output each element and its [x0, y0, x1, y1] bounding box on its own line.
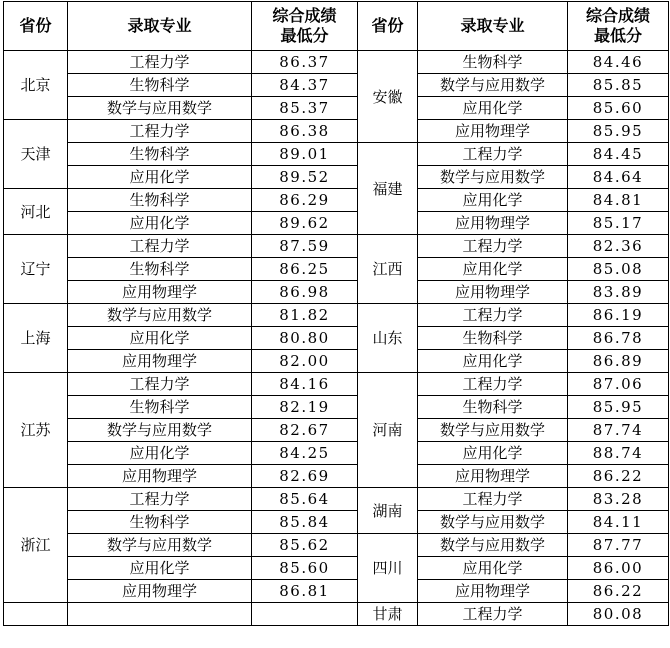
table-row	[4, 580, 669, 603]
score-cell-right: 82.36	[568, 235, 669, 258]
major-cell-left: 数学与应用数学	[68, 419, 252, 442]
score-cell-left: 84.25	[252, 442, 358, 465]
major-cell-right: 工程力学	[418, 603, 568, 626]
major-cell-left: 应用化学	[68, 166, 252, 189]
province-cell-right: 江西	[358, 235, 418, 304]
score-cell-right: 85.95	[568, 120, 669, 143]
table-row	[4, 51, 669, 74]
score-cell-left: 85.62	[252, 534, 358, 557]
major-cell-right: 应用化学	[418, 258, 568, 281]
table-row	[4, 74, 669, 97]
score-cell-left: 82.67	[252, 419, 358, 442]
score-cell-right: 84.46	[568, 51, 669, 74]
major-cell-right: 数学与应用数学	[418, 534, 568, 557]
score-cell-right: 86.22	[568, 580, 669, 603]
score-cell-right: 86.00	[568, 557, 669, 580]
table-row	[4, 120, 669, 143]
score-cell-right: 83.89	[568, 281, 669, 304]
major-cell-left: 工程力学	[68, 488, 252, 511]
header-score-left	[252, 2, 358, 51]
header-province-right: 省份	[358, 2, 418, 51]
province-cell-right: 安徽	[358, 51, 418, 143]
score-cell-left: 89.62	[252, 212, 358, 235]
major-cell-right: 工程力学	[418, 373, 568, 396]
score-cell-right: 86.89	[568, 350, 669, 373]
major-cell-left: 应用化学	[68, 327, 252, 350]
score-cell-left: 86.38	[252, 120, 358, 143]
major-cell-left: 数学与应用数学	[68, 97, 252, 120]
table-row	[4, 258, 669, 281]
major-cell-right: 应用化学	[418, 97, 568, 120]
province-cell-right: 四川	[358, 534, 418, 603]
province-cell-left	[4, 603, 68, 626]
score-cell-left: 85.60	[252, 557, 358, 580]
score-cell-right: 87.74	[568, 419, 669, 442]
table-row	[4, 488, 669, 511]
score-cell-right: 87.06	[568, 373, 669, 396]
major-cell-left: 应用化学	[68, 442, 252, 465]
table-row	[4, 212, 669, 235]
major-cell-left: 应用物理学	[68, 281, 252, 304]
score-cell-left: 87.59	[252, 235, 358, 258]
major-cell-right: 应用物理学	[418, 465, 568, 488]
province-cell-right: 山东	[358, 304, 418, 373]
province-cell-left: 辽宁	[4, 235, 68, 304]
major-cell-left: 生物科学	[68, 143, 252, 166]
score-cell-right: 85.08	[568, 258, 669, 281]
table-row	[4, 143, 669, 166]
major-cell-left: 工程力学	[68, 235, 252, 258]
major-cell-left: 应用物理学	[68, 350, 252, 373]
score-cell-left: 89.01	[252, 143, 358, 166]
major-cell-left: 生物科学	[68, 396, 252, 419]
major-cell-right: 数学与应用数学	[418, 74, 568, 97]
major-cell-right: 应用物理学	[418, 212, 568, 235]
table-row	[4, 327, 669, 350]
table-row	[4, 442, 669, 465]
score-cell-left: 84.37	[252, 74, 358, 97]
province-cell-left: 天津	[4, 120, 68, 189]
score-cell-right: 85.17	[568, 212, 669, 235]
table-row	[4, 603, 669, 626]
score-cell-left	[252, 603, 358, 626]
province-cell-left: 浙江	[4, 488, 68, 603]
major-cell-right: 应用化学	[418, 442, 568, 465]
province-cell-left: 河北	[4, 189, 68, 235]
major-cell-left: 应用化学	[68, 557, 252, 580]
province-cell-right: 甘肃	[358, 603, 418, 626]
header-major-right: 录取专业	[418, 2, 568, 51]
province-cell-left: 江苏	[4, 373, 68, 488]
major-cell-left: 生物科学	[68, 74, 252, 97]
score-cell-right: 86.78	[568, 327, 669, 350]
major-cell-left: 应用物理学	[68, 465, 252, 488]
major-cell-left: 工程力学	[68, 373, 252, 396]
major-cell-right: 应用化学	[418, 189, 568, 212]
score-cell-right: 84.81	[568, 189, 669, 212]
major-cell-right: 数学与应用数学	[418, 419, 568, 442]
major-cell-left: 生物科学	[68, 511, 252, 534]
table-row	[4, 419, 669, 442]
score-cell-left: 82.69	[252, 465, 358, 488]
score-cell-right: 85.60	[568, 97, 669, 120]
score-cell-left: 82.00	[252, 350, 358, 373]
table-row	[4, 166, 669, 189]
major-cell-left: 数学与应用数学	[68, 534, 252, 557]
header-score-right	[568, 2, 669, 51]
table-row	[4, 97, 669, 120]
score-cell-right: 86.22	[568, 465, 669, 488]
major-cell-right: 生物科学	[418, 396, 568, 419]
score-cell-right: 80.08	[568, 603, 669, 626]
score-cell-left: 89.52	[252, 166, 358, 189]
header-row	[4, 2, 669, 51]
header-province-left: 省份	[4, 2, 68, 51]
major-cell-left	[68, 603, 252, 626]
table-row	[4, 350, 669, 373]
major-cell-right: 应用物理学	[418, 580, 568, 603]
major-cell-right: 工程力学	[418, 304, 568, 327]
score-cell-right: 84.45	[568, 143, 669, 166]
score-cell-left: 85.37	[252, 97, 358, 120]
table-row	[4, 189, 669, 212]
major-cell-left: 生物科学	[68, 258, 252, 281]
major-cell-right: 应用化学	[418, 557, 568, 580]
score-cell-left: 81.82	[252, 304, 358, 327]
major-cell-right: 工程力学	[418, 235, 568, 258]
table-body	[4, 51, 669, 626]
table-row	[4, 465, 669, 488]
major-cell-left: 应用物理学	[68, 580, 252, 603]
score-cell-right: 86.19	[568, 304, 669, 327]
table-row	[4, 235, 669, 258]
province-cell-right: 福建	[358, 143, 418, 235]
major-cell-right: 生物科学	[418, 327, 568, 350]
major-cell-left: 工程力学	[68, 51, 252, 74]
score-cell-left: 86.81	[252, 580, 358, 603]
score-cell-left: 80.80	[252, 327, 358, 350]
major-cell-left: 生物科学	[68, 189, 252, 212]
table-row	[4, 373, 669, 396]
major-cell-right: 应用化学	[418, 350, 568, 373]
header-score-line1: 综合成绩	[272, 6, 337, 25]
table-row	[4, 281, 669, 304]
header-score-line2: 最低分	[593, 26, 642, 45]
major-cell-right: 数学与应用数学	[418, 511, 568, 534]
major-cell-right: 应用物理学	[418, 281, 568, 304]
major-cell-left: 工程力学	[68, 120, 252, 143]
province-cell-left: 上海	[4, 304, 68, 373]
table-row	[4, 396, 669, 419]
score-cell-left: 86.98	[252, 281, 358, 304]
score-cell-right: 85.85	[568, 74, 669, 97]
major-cell-left: 应用化学	[68, 212, 252, 235]
score-cell-right: 88.74	[568, 442, 669, 465]
table-row	[4, 511, 669, 534]
score-cell-right: 84.64	[568, 166, 669, 189]
major-cell-right: 应用物理学	[418, 120, 568, 143]
table-row	[4, 534, 669, 557]
header-score-line2: 最低分	[280, 26, 329, 45]
score-cell-left: 85.64	[252, 488, 358, 511]
score-cell-right: 85.95	[568, 396, 669, 419]
province-cell-right: 河南	[358, 373, 418, 488]
score-cell-left: 82.19	[252, 396, 358, 419]
header-major-left: 录取专业	[68, 2, 252, 51]
score-cell-left: 84.16	[252, 373, 358, 396]
score-cell-left: 85.84	[252, 511, 358, 534]
province-cell-left: 北京	[4, 51, 68, 120]
major-cell-left: 数学与应用数学	[68, 304, 252, 327]
score-cell-left: 86.37	[252, 51, 358, 74]
province-cell-right: 湖南	[358, 488, 418, 534]
score-cell-right: 84.11	[568, 511, 669, 534]
score-cell-right: 83.28	[568, 488, 669, 511]
table-row	[4, 557, 669, 580]
score-cell-left: 86.29	[252, 189, 358, 212]
admission-score-table	[3, 1, 669, 626]
score-cell-right: 87.77	[568, 534, 669, 557]
header-score-line1: 综合成绩	[585, 6, 650, 25]
table-row	[4, 304, 669, 327]
major-cell-right: 数学与应用数学	[418, 166, 568, 189]
major-cell-right: 工程力学	[418, 143, 568, 166]
major-cell-right: 工程力学	[418, 488, 568, 511]
score-cell-left: 86.25	[252, 258, 358, 281]
major-cell-right: 生物科学	[418, 51, 568, 74]
